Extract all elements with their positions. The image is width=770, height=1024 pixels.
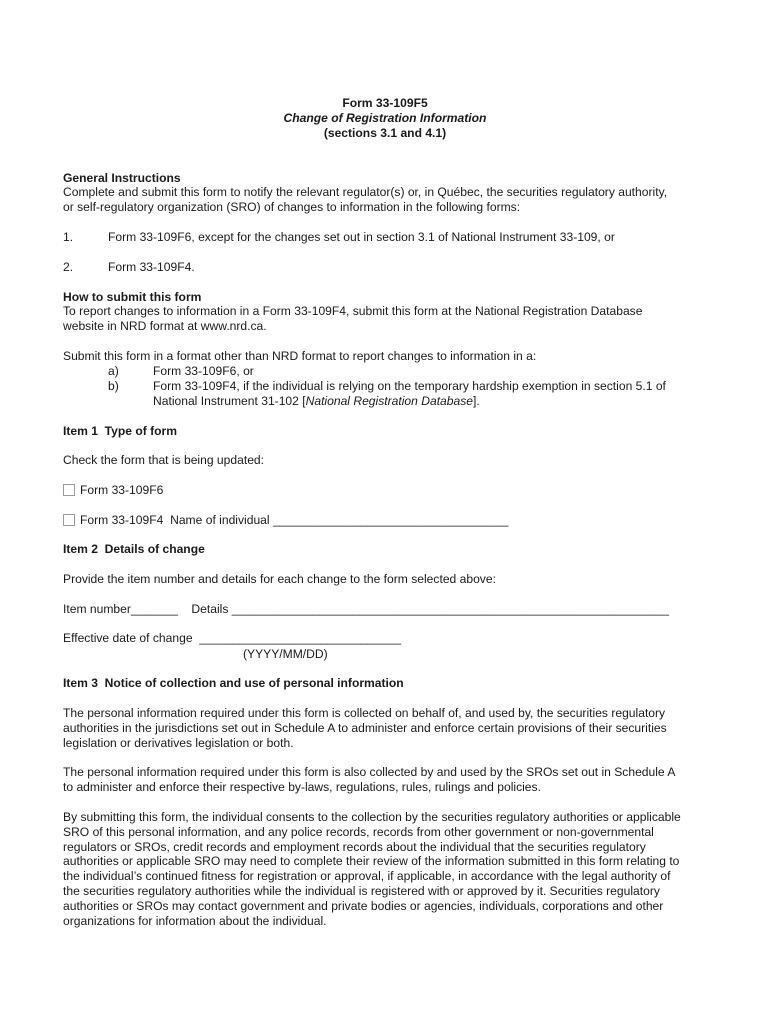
option-row-f4 (63, 513, 713, 528)
form-number: Form 33-109F5 (342, 96, 428, 110)
paragraph-line: authorities or applicable SRO may need to complete their review of the information submitted in this form relating to (63, 854, 680, 868)
paragraph-line: to administer and enforce their respective by-laws, regulations, rules, rulings and policies. (63, 780, 541, 794)
sub-item-text-cont (153, 394, 480, 409)
paragraph-line: legislation or derivatives legislation or both. (63, 736, 294, 750)
how-line-1: To report changes to information in a Form 33-109F4, submit this form at the National Registration Database (63, 304, 643, 318)
general-heading: General Instructions (63, 171, 181, 185)
item2-prompt: Provide the item number and details for each change to the form selected above: (63, 572, 496, 586)
item3-heading: Item 3 Notice of collection and use of personal information (63, 676, 404, 690)
paragraph-line: regulators or SROs, credit records and employment records about the individual that the securities regulatory (63, 840, 646, 854)
option-row-f6 (63, 483, 713, 498)
item1-prompt: Check the form that is being updated: (63, 453, 265, 467)
paragraph-line: SRO of this personal information, and any police records, records from other government or non-governmental (63, 825, 654, 839)
form-sections: (sections 3.1 and 4.1) (323, 126, 447, 140)
list-item-number: 1. (63, 230, 74, 244)
paragraph-line: authorities in the jurisdictions set out in Schedule A to administer and enforce certain provisions of their securities (63, 721, 667, 735)
how-line-2: website in NRD format at www.nrd.ca. (63, 319, 267, 333)
sub-item-label: a) (108, 364, 119, 378)
list-item-text: Form 33-109F4. (108, 260, 195, 274)
item-number-row (63, 602, 723, 617)
list-item-text: Form 33-109F6, except for the changes set out in section 3.1 of National Instrument 33-109, or (108, 230, 615, 244)
instrument-name: National Registration Database (305, 394, 474, 408)
instrument-close: ]. (473, 394, 480, 408)
effective-date-field[interactable]: Effective date of change ______________________________ (63, 631, 402, 645)
checkbox-form-f4[interactable] (63, 514, 75, 526)
general-line-2: or self-regulatory organization (SRO) of changes to information in the following forms: (63, 200, 521, 214)
sub-item-label: b) (108, 379, 119, 393)
name-of-individual-field[interactable]: Name of individual ___________________________________ (170, 513, 509, 527)
instrument-ref: National Instrument 31-102 [ (153, 394, 306, 408)
checkbox-label-f4: Form 33-109F4 (80, 513, 164, 527)
checkbox-label-f6: Form 33-109F6 (80, 483, 164, 497)
how-heading: How to submit this form (63, 290, 202, 304)
checkbox-form-f6[interactable] (63, 484, 75, 496)
item-number-field[interactable]: Item number_______ (63, 602, 178, 616)
paragraph-line: The personal information required under this form is collected on behalf of, and used by, the securities regulatory (63, 706, 666, 720)
date-format-hint: (YYYY/MM/DD) (243, 647, 328, 661)
sub-item-text: Form 33-109F6, or (153, 364, 254, 378)
paragraph-line: the securities regulatory authorities while the individual is registered with or approved by it. Securities regulatory (63, 884, 660, 898)
details-field[interactable]: Details _________________________________________________________________ (191, 602, 669, 616)
paragraph-line: The personal information required under this form is also collected by and used by the SROs set out in Schedule A (63, 765, 676, 779)
list-item-number: 2. (63, 260, 74, 274)
paragraph-line: the individual’s continued fitness for registration or approval, if applicable, in accordance with the legal authority of (63, 869, 671, 883)
form-title: Change of Registration Information (283, 111, 487, 125)
how-intro: Submit this form in a format other than NRD format to report changes to information in a: (63, 349, 537, 363)
item2-heading: Item 2 Details of change (63, 542, 205, 556)
paragraph-line: authorities or SROs may contact government and private bodies or agencies, individuals, corporations and other (63, 899, 664, 913)
paragraph-line: organizations for information about the individual. (63, 914, 327, 928)
general-line-1: Complete and submit this form to notify the relevant regulator(s) or, in Québec, the securities regulatory authority, (63, 185, 668, 199)
paragraph-line: By submitting this form, the individual consents to the collection by the securities regulatory authorities or applicable (63, 810, 681, 824)
sub-item-text: Form 33-109F4, if the individual is relying on the temporary hardship exemption in section 5.1 of (153, 379, 666, 393)
item1-heading: Item 1 Type of form (63, 424, 178, 438)
